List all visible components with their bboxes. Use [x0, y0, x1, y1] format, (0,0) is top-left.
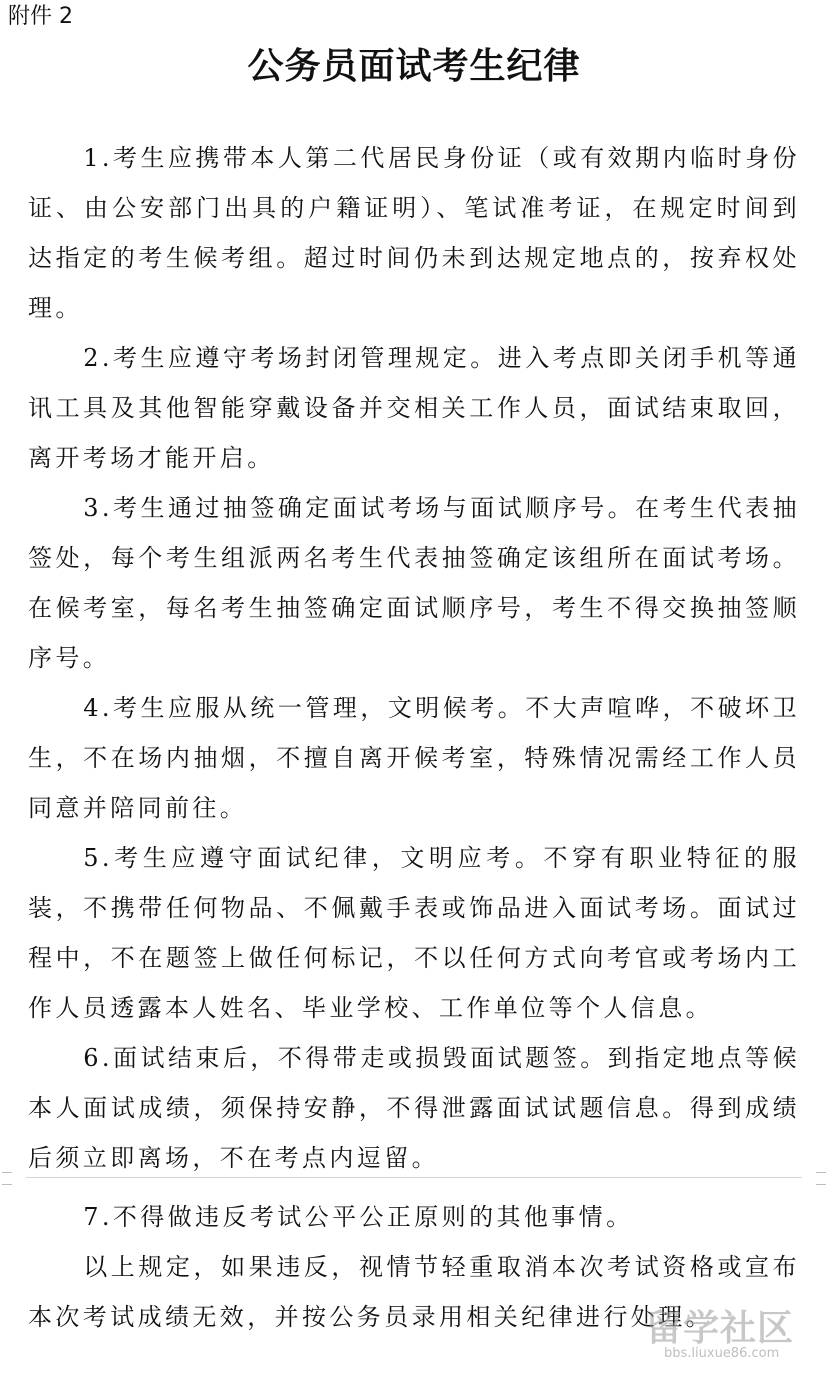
rule-5: 5.考生应遵守面试纪律，文明应考。不穿有职业特征的服装，不携带任何物品、不佩戴手表或饰品进入面试考场。面试过程中，不在题签上做任何标记，不以任何方式向考官或考场内工作人员透露本人姓名、毕业学校、工作单位等个人信息。 — [28, 844, 800, 1022]
rule-1: 1.考生应携带本人第二代居民身份证（或有效期内临时身份证、由公安部门出具的户籍证明）、笔试准考证，在规定时间到达指定的考生候考组。超过时间仍未到达规定地点的，按弃权处理。 — [28, 144, 800, 322]
page-break-marker-left — [2, 1172, 12, 1185]
rules-page-one — [28, 133, 800, 1183]
rule-7: 7.不得做违反考试公平公正原则的其他事情。 — [83, 1203, 634, 1231]
page-break-marker-right — [816, 1172, 826, 1185]
rule-3: 3.考生通过抽签确定面试考场与面试顺序号。在考生代表抽签处，每个考生组派两名考生代表抽签确定该组所在面试考场。在候考室，每名考生抽签确定面试顺序号，考生不得交换抽签顺序号。 — [28, 494, 800, 672]
watermark-url: bbs.liuxue86.com — [664, 1346, 780, 1361]
page-break-divider — [0, 1171, 828, 1185]
rule-4: 4.考生应服从统一管理，文明候考。不大声喧哗，不破坏卫生，不在场内抽烟，不擅自离开候考室，特殊情况需经工作人员同意并陪同前往。 — [28, 694, 800, 822]
watermark-text: 留学社区 — [646, 1308, 795, 1349]
closing-statement: 以上规定，如果违反，视情节轻重取消本次考试资格或宣布本次考试成绩无效，并按公务员录用相关纪律进行处理。 — [28, 1253, 800, 1331]
site-watermark — [640, 1296, 826, 1370]
attachment-label: 附件 2 — [8, 4, 73, 29]
document-title: 公务员面试考生纪律 — [247, 46, 581, 87]
rule-6: 6.面试结束后，不得带走或损毁面试题签。到指定地点等候本人面试成绩，须保持安静，不得泄露面试试题信息。得到成绩后须立即离场，不在考点内逗留。 — [28, 1044, 800, 1172]
rule-2: 2.考生应遵守考场封闭管理规定。进入考点即关闭手机等通讯工具及其他智能穿戴设备并交相关工作人员，面试结束取回，离开考场才能开启。 — [28, 344, 800, 472]
page-break-line — [26, 1177, 802, 1178]
